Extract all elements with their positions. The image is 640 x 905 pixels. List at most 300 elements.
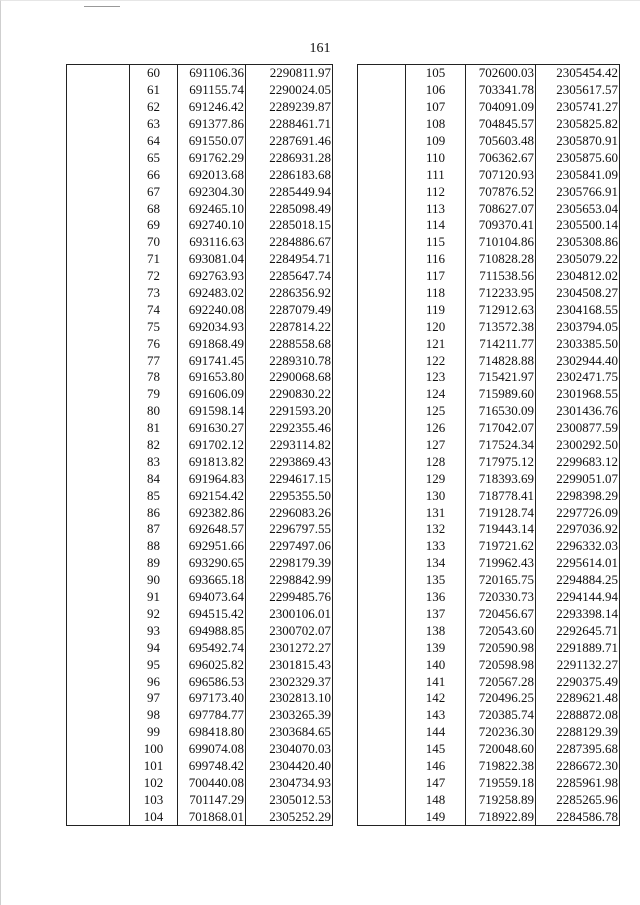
coordinate-y: 2300702.07: [246, 622, 333, 639]
group-cell: [358, 622, 406, 639]
coordinate-x: 720567.28: [466, 673, 536, 690]
coordinate-x: 693290.65: [178, 555, 246, 572]
group-cell: [67, 318, 130, 335]
coordinate-y: 2296332.03: [536, 538, 620, 555]
table-row: [358, 538, 620, 555]
point-number: 116: [406, 251, 466, 268]
coordinate-y: 2289621.48: [536, 690, 620, 707]
group-cell: [67, 268, 130, 285]
coordinate-y: 2299485.76: [246, 589, 333, 606]
table-row: [67, 352, 333, 369]
group-cell: [67, 758, 130, 775]
coordinate-y: 2286183.68: [246, 166, 333, 183]
coordinate-y: 2287814.22: [246, 318, 333, 335]
group-cell: [67, 369, 130, 386]
group-cell: [358, 572, 406, 589]
table-row: [358, 673, 620, 690]
group-cell: [358, 504, 406, 521]
group-cell: [358, 335, 406, 352]
coordinate-x: 692648.57: [178, 521, 246, 538]
coordinate-y: 2305870.91: [536, 133, 620, 150]
coordinate-x: 720456.67: [466, 606, 536, 623]
group-cell: [67, 82, 130, 99]
coordinate-x: 719258.89: [466, 791, 536, 808]
coordinate-x: 715989.60: [466, 386, 536, 403]
table-row: [67, 403, 333, 420]
table-row: [67, 318, 333, 335]
coordinate-x: 718922.89: [466, 808, 536, 825]
group-cell: [67, 420, 130, 437]
coordinate-x: 691702.12: [178, 437, 246, 454]
coordinate-y: 2293398.14: [536, 606, 620, 623]
coordinate-x: 720598.98: [466, 656, 536, 673]
table-row: [67, 116, 333, 133]
coordinate-y: 2286356.92: [246, 285, 333, 302]
point-number: 107: [406, 99, 466, 116]
coordinate-x: 714211.77: [466, 335, 536, 352]
coordinate-y: 2305825.82: [536, 116, 620, 133]
table-row: [358, 166, 620, 183]
table-row: [358, 437, 620, 454]
table-row: [67, 369, 333, 386]
table-row: [67, 521, 333, 538]
table-row: [67, 555, 333, 572]
point-number: 138: [406, 622, 466, 639]
table-row: [358, 251, 620, 268]
coordinate-y: 2285961.98: [536, 774, 620, 791]
point-number: 78: [130, 369, 178, 386]
table-row: [358, 606, 620, 623]
point-number: 135: [406, 572, 466, 589]
table-row: [67, 420, 333, 437]
point-number: 109: [406, 133, 466, 150]
group-cell: [67, 133, 130, 150]
coordinates-table-left: [66, 64, 333, 826]
coordinate-x: 692034.93: [178, 318, 246, 335]
coordinate-y: 2294144.94: [536, 589, 620, 606]
point-number: 99: [130, 724, 178, 741]
group-cell: [358, 453, 406, 470]
table-row: [67, 504, 333, 521]
page-number: 161: [309, 41, 331, 56]
point-number: 88: [130, 538, 178, 555]
coordinate-x: 691377.86: [178, 116, 246, 133]
coordinate-y: 2303794.05: [536, 318, 620, 335]
coordinate-x: 691868.49: [178, 335, 246, 352]
point-number: 94: [130, 639, 178, 656]
group-cell: [358, 200, 406, 217]
coordinate-y: 2303684.65: [246, 724, 333, 741]
group-cell: [358, 656, 406, 673]
point-number: 83: [130, 453, 178, 470]
group-cell: [358, 99, 406, 116]
group-cell: [67, 335, 130, 352]
table-row: [67, 149, 333, 166]
group-cell: [358, 82, 406, 99]
point-number: 79: [130, 386, 178, 403]
table-row: [358, 268, 620, 285]
group-cell: [358, 352, 406, 369]
group-cell: [358, 420, 406, 437]
group-cell: [67, 622, 130, 639]
coordinate-y: 2292355.46: [246, 420, 333, 437]
coordinate-x: 710828.28: [466, 251, 536, 268]
table-row: [67, 589, 333, 606]
coordinate-y: 2299683.12: [536, 453, 620, 470]
coordinate-y: 2289239.87: [246, 99, 333, 116]
point-number: 86: [130, 504, 178, 521]
coordinate-x: 719962.43: [466, 555, 536, 572]
coordinate-y: 2301272.27: [246, 639, 333, 656]
coordinate-y: 2295614.01: [536, 555, 620, 572]
coordinate-y: 2288558.68: [246, 335, 333, 352]
coordinate-x: 692763.93: [178, 268, 246, 285]
coordinate-y: 2287395.68: [536, 741, 620, 758]
table-row: [67, 82, 333, 99]
point-number: 80: [130, 403, 178, 420]
table-row: [67, 808, 333, 825]
table-row: [67, 487, 333, 504]
point-number: 68: [130, 200, 178, 217]
group-cell: [67, 606, 130, 623]
point-number: 65: [130, 149, 178, 166]
coordinate-y: 2285449.94: [246, 183, 333, 200]
point-number: 118: [406, 285, 466, 302]
point-number: 95: [130, 656, 178, 673]
coordinate-y: 2296797.55: [246, 521, 333, 538]
coordinate-y: 2302813.10: [246, 690, 333, 707]
coordinate-y: 2286931.28: [246, 149, 333, 166]
group-cell: [358, 774, 406, 791]
point-number: 70: [130, 234, 178, 251]
point-number: 90: [130, 572, 178, 589]
coordinate-y: 2285265.96: [536, 791, 620, 808]
table-row: [358, 690, 620, 707]
coordinate-y: 2287691.46: [246, 133, 333, 150]
point-number: 113: [406, 200, 466, 217]
coordinate-y: 2305875.60: [536, 149, 620, 166]
group-cell: [358, 403, 406, 420]
coordinate-y: 2285098.49: [246, 200, 333, 217]
coordinate-x: 693665.18: [178, 572, 246, 589]
table-row: [67, 166, 333, 183]
coordinate-x: 717975.12: [466, 453, 536, 470]
table-row: [67, 234, 333, 251]
coordinate-x: 691606.09: [178, 386, 246, 403]
group-cell: [67, 234, 130, 251]
point-number: 104: [130, 808, 178, 825]
point-number: 74: [130, 301, 178, 318]
group-cell: [67, 200, 130, 217]
point-number: 119: [406, 301, 466, 318]
coordinate-x: 691598.14: [178, 403, 246, 420]
point-number: 146: [406, 758, 466, 775]
table-row: [358, 555, 620, 572]
coordinate-x: 692240.08: [178, 301, 246, 318]
group-cell: [358, 133, 406, 150]
table-row: [67, 758, 333, 775]
group-cell: [67, 774, 130, 791]
coordinate-x: 692304.30: [178, 183, 246, 200]
table-row: [358, 639, 620, 656]
point-number: 125: [406, 403, 466, 420]
coordinate-x: 720236.30: [466, 724, 536, 741]
group-cell: [358, 149, 406, 166]
coordinate-y: 2299051.07: [536, 470, 620, 487]
coordinate-x: 720590.98: [466, 639, 536, 656]
coordinate-x: 692154.42: [178, 487, 246, 504]
scan-mark: [84, 6, 120, 7]
group-cell: [358, 589, 406, 606]
table-row: [358, 572, 620, 589]
coordinate-y: 2300292.50: [536, 437, 620, 454]
group-cell: [358, 251, 406, 268]
coordinate-y: 2288872.08: [536, 707, 620, 724]
group-cell: [358, 741, 406, 758]
group-cell: [67, 504, 130, 521]
coordinate-x: 719443.14: [466, 521, 536, 538]
group-cell: [67, 99, 130, 116]
table-row: [67, 656, 333, 673]
group-cell: [358, 268, 406, 285]
point-number: 114: [406, 217, 466, 234]
group-cell: [67, 639, 130, 656]
coordinate-x: 719721.62: [466, 538, 536, 555]
point-number: 66: [130, 166, 178, 183]
table-row: [67, 538, 333, 555]
coordinate-x: 709370.41: [466, 217, 536, 234]
table-row: [358, 487, 620, 504]
table-row: [358, 217, 620, 234]
coordinate-y: 2291889.71: [536, 639, 620, 656]
coordinate-x: 717524.34: [466, 437, 536, 454]
coordinate-x: 694515.42: [178, 606, 246, 623]
table-row: [67, 707, 333, 724]
group-cell: [67, 487, 130, 504]
table-row: [358, 808, 620, 825]
point-number: 106: [406, 82, 466, 99]
point-number: 91: [130, 589, 178, 606]
point-number: 145: [406, 741, 466, 758]
coordinate-y: 2285018.15: [246, 217, 333, 234]
table-row: [358, 285, 620, 302]
point-number: 97: [130, 690, 178, 707]
point-number: 121: [406, 335, 466, 352]
coordinate-y: 2290068.68: [246, 369, 333, 386]
coordinate-x: 715421.97: [466, 369, 536, 386]
point-number: 81: [130, 420, 178, 437]
coordinate-y: 2290811.97: [246, 65, 333, 82]
table-row: [358, 301, 620, 318]
table-row: [67, 774, 333, 791]
group-cell: [358, 183, 406, 200]
coordinate-x: 718393.69: [466, 470, 536, 487]
group-cell: [67, 251, 130, 268]
group-cell: [67, 707, 130, 724]
point-number: 120: [406, 318, 466, 335]
coordinate-x: 696586.53: [178, 673, 246, 690]
group-cell: [67, 673, 130, 690]
coordinate-x: 720048.60: [466, 741, 536, 758]
coordinate-y: 2302471.75: [536, 369, 620, 386]
coordinate-x: 699074.08: [178, 741, 246, 758]
coordinate-x: 696025.82: [178, 656, 246, 673]
point-number: 144: [406, 724, 466, 741]
point-number: 85: [130, 487, 178, 504]
coordinate-y: 2298179.39: [246, 555, 333, 572]
group-cell: [358, 639, 406, 656]
coordinate-y: 2297036.92: [536, 521, 620, 538]
group-cell: [358, 369, 406, 386]
table-row: [358, 774, 620, 791]
table-row: [67, 470, 333, 487]
coordinate-x: 691550.07: [178, 133, 246, 150]
table-row: [67, 285, 333, 302]
point-number: 89: [130, 555, 178, 572]
coordinate-x: 707876.52: [466, 183, 536, 200]
coordinate-x: 702600.03: [466, 65, 536, 82]
table-row: [358, 521, 620, 538]
table-row: [67, 453, 333, 470]
point-number: 129: [406, 470, 466, 487]
coordinate-y: 2304420.40: [246, 758, 333, 775]
table-row: [67, 437, 333, 454]
coordinate-x: 691964.83: [178, 470, 246, 487]
coordinate-x: 691741.45: [178, 352, 246, 369]
group-cell: [358, 234, 406, 251]
coordinate-y: 2305841.09: [536, 166, 620, 183]
coordinate-x: 720496.25: [466, 690, 536, 707]
table-row: [358, 741, 620, 758]
point-number: 112: [406, 183, 466, 200]
coordinate-y: 2284586.78: [536, 808, 620, 825]
point-number: 75: [130, 318, 178, 335]
table-row: [358, 99, 620, 116]
group-cell: [358, 301, 406, 318]
table-row: [358, 724, 620, 741]
table-row: [358, 386, 620, 403]
point-number: 140: [406, 656, 466, 673]
table-row: [67, 673, 333, 690]
group-cell: [358, 285, 406, 302]
coordinate-x: 700440.08: [178, 774, 246, 791]
coordinate-y: 2305308.86: [536, 234, 620, 251]
table-row: [358, 183, 620, 200]
table-row: [67, 65, 333, 82]
coordinate-y: 2293869.43: [246, 453, 333, 470]
point-number: 77: [130, 352, 178, 369]
coordinate-x: 691630.27: [178, 420, 246, 437]
group-cell: [67, 470, 130, 487]
point-number: 134: [406, 555, 466, 572]
point-number: 110: [406, 149, 466, 166]
point-number: 127: [406, 437, 466, 454]
point-number: 124: [406, 386, 466, 403]
group-cell: [67, 656, 130, 673]
table-row: [67, 335, 333, 352]
table-row: [67, 200, 333, 217]
coordinate-x: 691246.42: [178, 99, 246, 116]
coordinate-y: 2298398.29: [536, 487, 620, 504]
coordinate-x: 704091.09: [466, 99, 536, 116]
coordinate-x: 691106.36: [178, 65, 246, 82]
group-cell: [358, 791, 406, 808]
coordinate-x: 704845.57: [466, 116, 536, 133]
point-number: 93: [130, 622, 178, 639]
coordinate-y: 2287079.49: [246, 301, 333, 318]
table-row: [358, 420, 620, 437]
coordinate-x: 692740.10: [178, 217, 246, 234]
group-cell: [358, 386, 406, 403]
table-row: [358, 707, 620, 724]
table-row: [67, 741, 333, 758]
coordinate-x: 707120.93: [466, 166, 536, 183]
table-row: [358, 403, 620, 420]
coordinate-x: 691762.29: [178, 149, 246, 166]
group-cell: [67, 589, 130, 606]
coordinate-y: 2290830.22: [246, 386, 333, 403]
table-row: [358, 133, 620, 150]
coordinate-x: 691155.74: [178, 82, 246, 99]
point-number: 149: [406, 808, 466, 825]
group-cell: [358, 690, 406, 707]
table-row: [358, 369, 620, 386]
point-number: 62: [130, 99, 178, 116]
point-number: 102: [130, 774, 178, 791]
point-number: 123: [406, 369, 466, 386]
coordinate-x: 712912.63: [466, 301, 536, 318]
table-row: [67, 133, 333, 150]
group-cell: [358, 521, 406, 538]
coordinate-x: 716530.09: [466, 403, 536, 420]
coordinate-y: 2305012.53: [246, 791, 333, 808]
coordinate-y: 2293114.82: [246, 437, 333, 454]
point-number: 69: [130, 217, 178, 234]
point-number: 64: [130, 133, 178, 150]
coordinate-y: 2305079.22: [536, 251, 620, 268]
group-cell: [67, 285, 130, 302]
coordinate-x: 710104.86: [466, 234, 536, 251]
group-cell: [358, 707, 406, 724]
point-number: 101: [130, 758, 178, 775]
coordinate-x: 718778.41: [466, 487, 536, 504]
group-cell: [67, 741, 130, 758]
group-cell: [67, 808, 130, 825]
point-number: 130: [406, 487, 466, 504]
group-cell: [67, 437, 130, 454]
point-number: 111: [406, 166, 466, 183]
group-cell: [358, 116, 406, 133]
group-cell: [67, 386, 130, 403]
point-number: 67: [130, 183, 178, 200]
coordinate-y: 2290375.49: [536, 673, 620, 690]
coordinate-x: 714828.88: [466, 352, 536, 369]
group-cell: [358, 166, 406, 183]
coordinate-x: 720385.74: [466, 707, 536, 724]
table-row: [358, 470, 620, 487]
coordinate-y: 2284886.67: [246, 234, 333, 251]
point-number: 143: [406, 707, 466, 724]
point-number: 122: [406, 352, 466, 369]
coordinate-x: 698418.80: [178, 724, 246, 741]
group-cell: [67, 183, 130, 200]
coordinate-y: 2302944.40: [536, 352, 620, 369]
point-number: 141: [406, 673, 466, 690]
point-number: 96: [130, 673, 178, 690]
point-number: 117: [406, 268, 466, 285]
group-cell: [67, 403, 130, 420]
coordinate-y: 2291593.20: [246, 403, 333, 420]
